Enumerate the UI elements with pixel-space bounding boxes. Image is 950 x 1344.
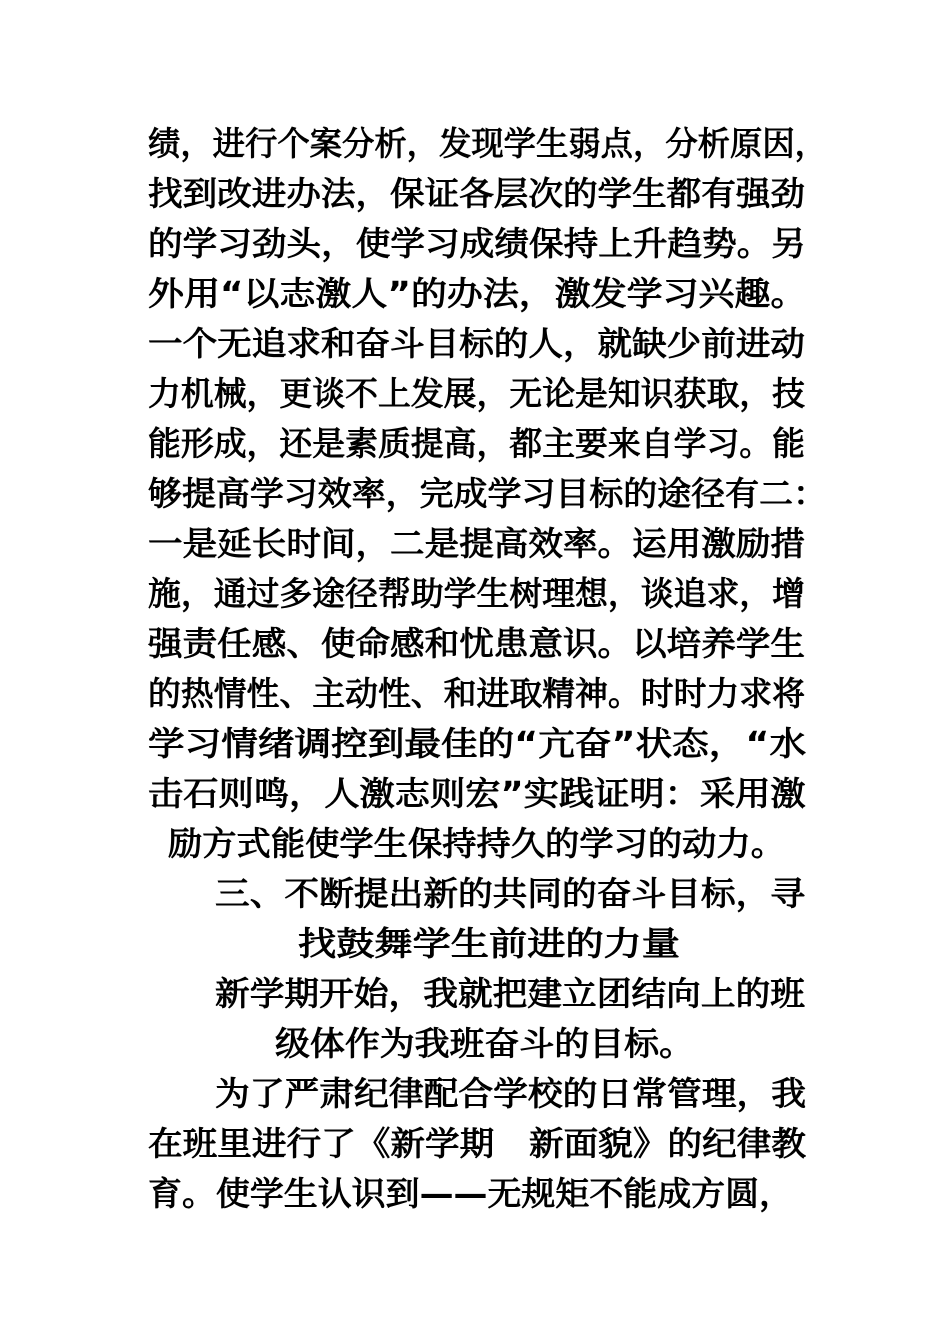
text-line-5: 一个无追求和奋斗目标的人，就缺少前进动 [148,324,805,363]
text-line-1: 绩，进行个案分析，发现学生弱点，分析原因， [148,124,827,163]
text-line-12: 的热情性、主动性、和进取精神。时时力求将 [148,674,805,713]
text-line-15: 励方式能使学生保持持久的学习的动力。 [168,824,785,863]
text-line-10: 施，通过多途径帮助学生树理想，谈追求，增 [148,574,805,613]
paragraph-line-19: 级体作为我班奋斗的目标。 [275,1024,694,1063]
paragraph-line-22: 育。使学生认识到——无规矩不能成方圆， [148,1174,793,1213]
section-heading-line-2: 找鼓舞学生前进的力量 [298,924,680,963]
text-line-4: 外用“以志激人”的办法，激发学习兴趣。 [148,274,807,313]
section-heading-line-1: 三、不断提出新的共同的奋斗目标，寻 [215,874,805,913]
text-line-9: 一是延长时间，二是提高效率。运用激励措 [148,524,805,563]
text-line-14: 击石则鸣，人激志则宏”实践证明：采用激 [148,774,806,813]
text-line-8: 够提高学习效率，完成学习目标的途径有二： [148,474,827,513]
text-line-6: 力机械，更谈不上发展，无论是知识获取，技 [148,374,805,413]
text-line-7: 能形成，还是素质提高，都主要来自学习。能 [148,424,805,463]
paragraph-line-21: 在班里进行了《新学期 新面貌》的纪律教 [148,1124,806,1163]
text-line-13: 学习情绪调控到最佳的“亢奋”状态，“水 [148,724,807,763]
text-line-2: 找到改进办法，保证各层次的学生都有强劲 [148,174,805,213]
text-line-3: 的学习劲头，使学习成绩保持上升趋势。另 [148,224,806,263]
paragraph-line-18: 新学期开始，我就把建立团结向上的班 [215,974,805,1013]
text-line-11: 强责任感、使命感和忧患意识。以培养学生 [148,624,805,663]
paragraph-line-20: 为了严肃纪律配合学校的日常管理，我 [215,1074,806,1113]
